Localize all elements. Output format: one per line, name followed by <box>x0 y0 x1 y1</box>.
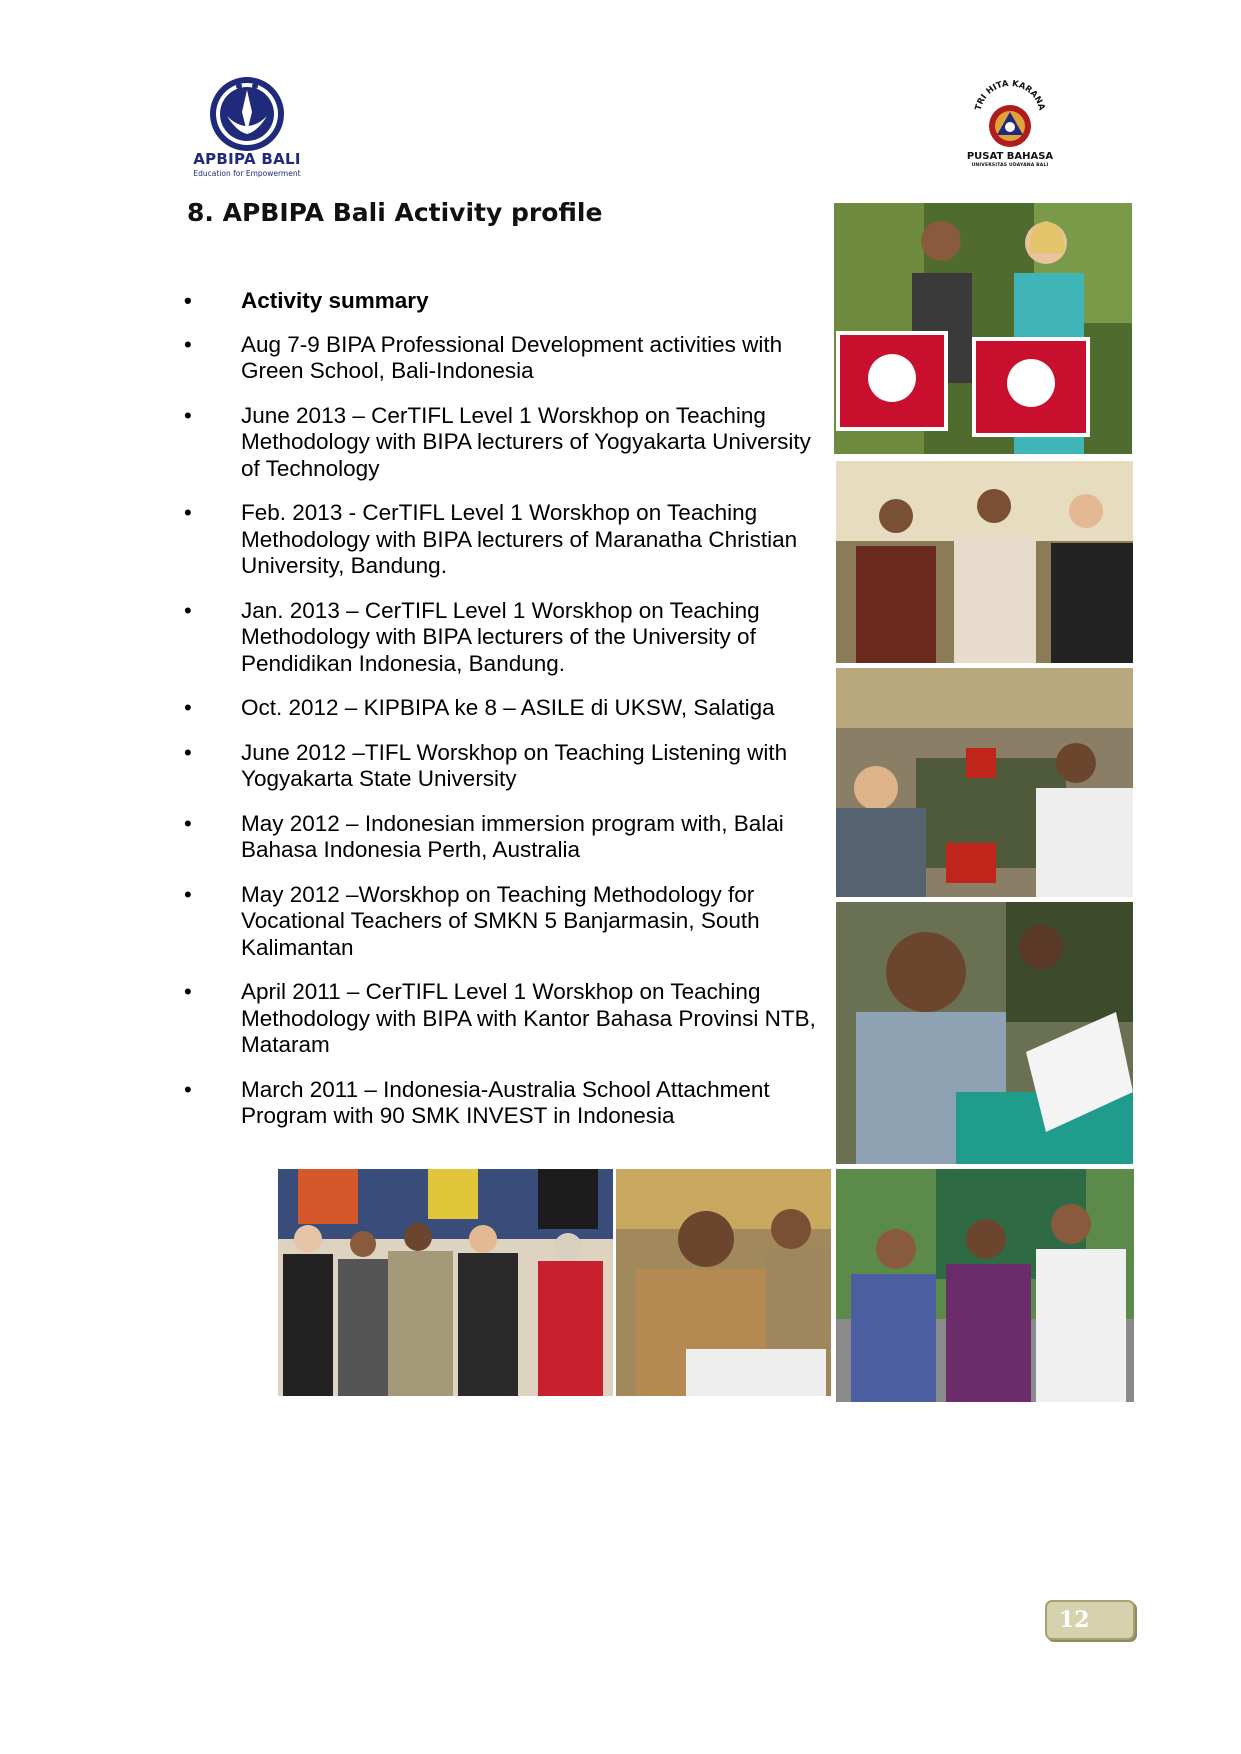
activity-item: • Feb. 2013 - CerTIFL Level 1 Worskhop on Teaching Methodology with BIPA lecturers of Maranatha Christian University, Bandung. <box>180 500 830 580</box>
photo-group-art-wall <box>278 1169 613 1396</box>
pusat-bahasa-subname: UNIVERSITAS UDAYANA BALI <box>971 163 1049 168</box>
page-number-badge <box>1045 1600 1135 1640</box>
apbipa-bali-logo <box>192 76 302 180</box>
activity-item: • Aug 7-9 BIPA Professional Development activities with Green School, Bali-Indonesia <box>180 332 830 385</box>
photo-classroom-activity <box>836 668 1133 897</box>
activity-summary-label: • Activity summary <box>180 288 830 315</box>
activity-item: • April 2011 – CerTIFL Level 1 Worskhop on Teaching Methodology with BIPA with Kantor Bahasa Provinsi NTB, Mataram <box>180 979 830 1059</box>
logo-arc-text: TRI HITA KARANA <box>973 78 1047 112</box>
photo-students-desk <box>616 1169 831 1396</box>
activity-item: • March 2011 – Indonesia-Australia School Attachment Program with 90 SMK INVEST in Indonesia <box>180 1077 830 1130</box>
photo-group-indoor <box>836 461 1133 663</box>
activity-item: • June 2013 – CerTIFL Level 1 Worskhop on Teaching Methodology with BIPA lecturers of Yogyakarta University of Technology <box>180 403 830 483</box>
page-number: 12 <box>1059 1607 1090 1633</box>
apbipa-logo-tagline: Education for Empowerment <box>193 169 301 178</box>
activity-item: • May 2012 – Indonesian immersion program with, Balai Bahasa Indonesia Perth, Australia <box>180 811 830 864</box>
photo-workshop-writing <box>836 902 1133 1164</box>
pusat-bahasa-name: PUSAT BAHASA <box>966 151 1054 162</box>
activity-item: • Jan. 2013 – CerTIFL Level 1 Worskhop on Teaching Methodology with BIPA lecturers of the University of Pendidikan Indonesia, Bandung. <box>180 598 830 678</box>
pusat-bahasa-logo <box>960 76 1060 168</box>
activity-item: • June 2012 –TIFL Worskhop on Teaching Listening with Yogyakarta State University <box>180 740 830 793</box>
section-title: 8. APBIPA Bali Activity profile <box>187 198 603 227</box>
photo-group-outdoor <box>836 1169 1134 1402</box>
activity-item: • May 2012 –Worskhop on Teaching Methodology for Vocational Teachers of SMKN 5 Banjarmasin, South Kalimantan <box>180 882 830 962</box>
activity-item: • Oct. 2012 – KIPBIPA ke 8 – ASILE di UKSW, Salatiga <box>180 695 830 722</box>
activity-list <box>180 288 830 1148</box>
tri-hita-karana-emblem-icon <box>970 76 1050 152</box>
apbipa-logo-name: APBIPA BALI <box>193 150 301 168</box>
apbipa-emblem-icon <box>209 76 285 152</box>
photo-batik-workshop <box>834 203 1132 454</box>
